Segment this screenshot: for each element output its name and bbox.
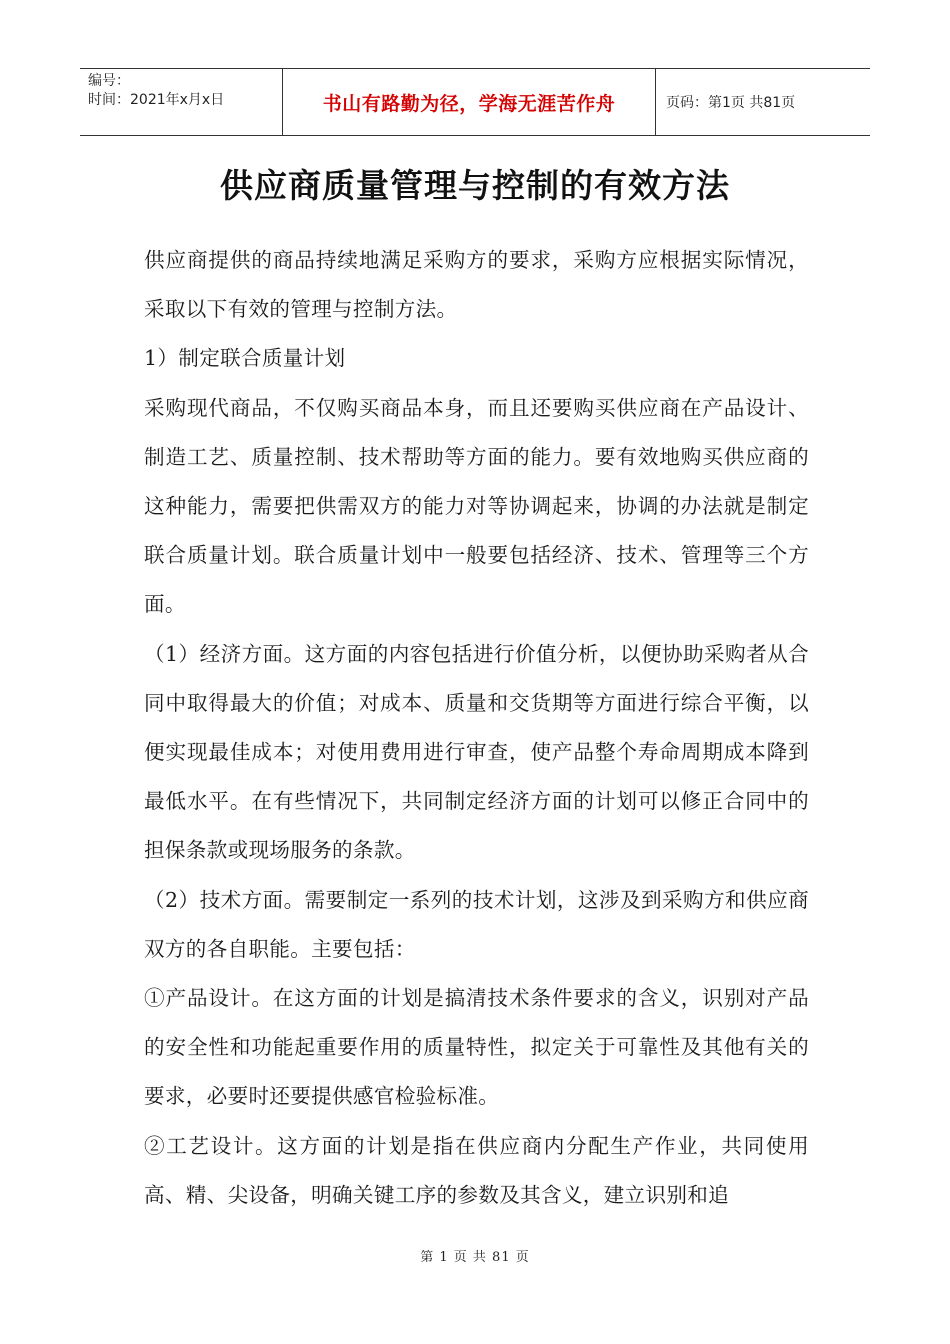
page-footer: 第 1 页 共 81 页 <box>420 1250 530 1265</box>
section-heading-joint-quality-plan: 1）制定联合质量计划 <box>144 346 346 371</box>
document-header <box>80 68 870 136</box>
document-body <box>144 236 809 1220</box>
document-time-label: 时间：2021年x月x日 <box>88 92 225 108</box>
paragraph-joint-plan: 采购现代商品，不仅购买商品本身，而且还要购买供应商在产品设计、制造工艺、质量控制、技术帮助等方面的能力。要有效地购买供应商的这种能力，需要把供需双方的能力对等协调起来，协调的办法就是制定联合质量计划。联合质量计划中一般要包括经济、技术、管理等三个方面。 <box>144 395 809 617</box>
header-page-cell <box>656 69 870 135</box>
paragraph-product-design: ①产品设计。在这方面的计划是搞清技术条件要求的含义，识别对产品的安全性和功能起重要作用的质量特性，拟定关于可靠性及其他有关的要求，必要时还要提供感官检验标准。 <box>144 986 809 1109</box>
header-motto: 书山有路勤为径，学海无涯苦作舟 <box>322 92 616 115</box>
header-meta-cell <box>80 69 282 135</box>
header-page-info: 页码：第1页 共81页 <box>666 95 796 111</box>
paragraph-technical-aspect: （2）技术方面。需要制定一系列的技术计划，这涉及到采购方和供应商双方的各自职能。主要包括： <box>144 887 809 961</box>
paragraph-intro: 供应商提供的商品持续地满足采购方的要求，采购方应根据实际情况，采取以下有效的管理与控制方法。 <box>144 248 809 322</box>
document-number-label: 编号： <box>88 73 130 89</box>
page-title: 供应商质量管理与控制的有效方法 <box>220 166 730 205</box>
paragraph-economic-aspect: （1）经济方面。这方面的内容包括进行价值分析，以便协助采购者从合同中取得最大的价值；对成本、质量和交货期等方面进行综合平衡，以便实现最佳成本；对使用费用进行审查，使产品整个寿命周期成本降到最低水平。在有些情况下，共同制定经济方面的计划可以修正合同中的担保条款或现场服务的条款。 <box>144 641 809 863</box>
header-motto-cell <box>282 69 656 135</box>
paragraph-process-design: ②工艺设计。这方面的计划是指在供应商内分配生产作业，共同使用高、精、尖设备，明确关键工序的参数及其含义，建立识别和追 <box>144 1133 809 1207</box>
